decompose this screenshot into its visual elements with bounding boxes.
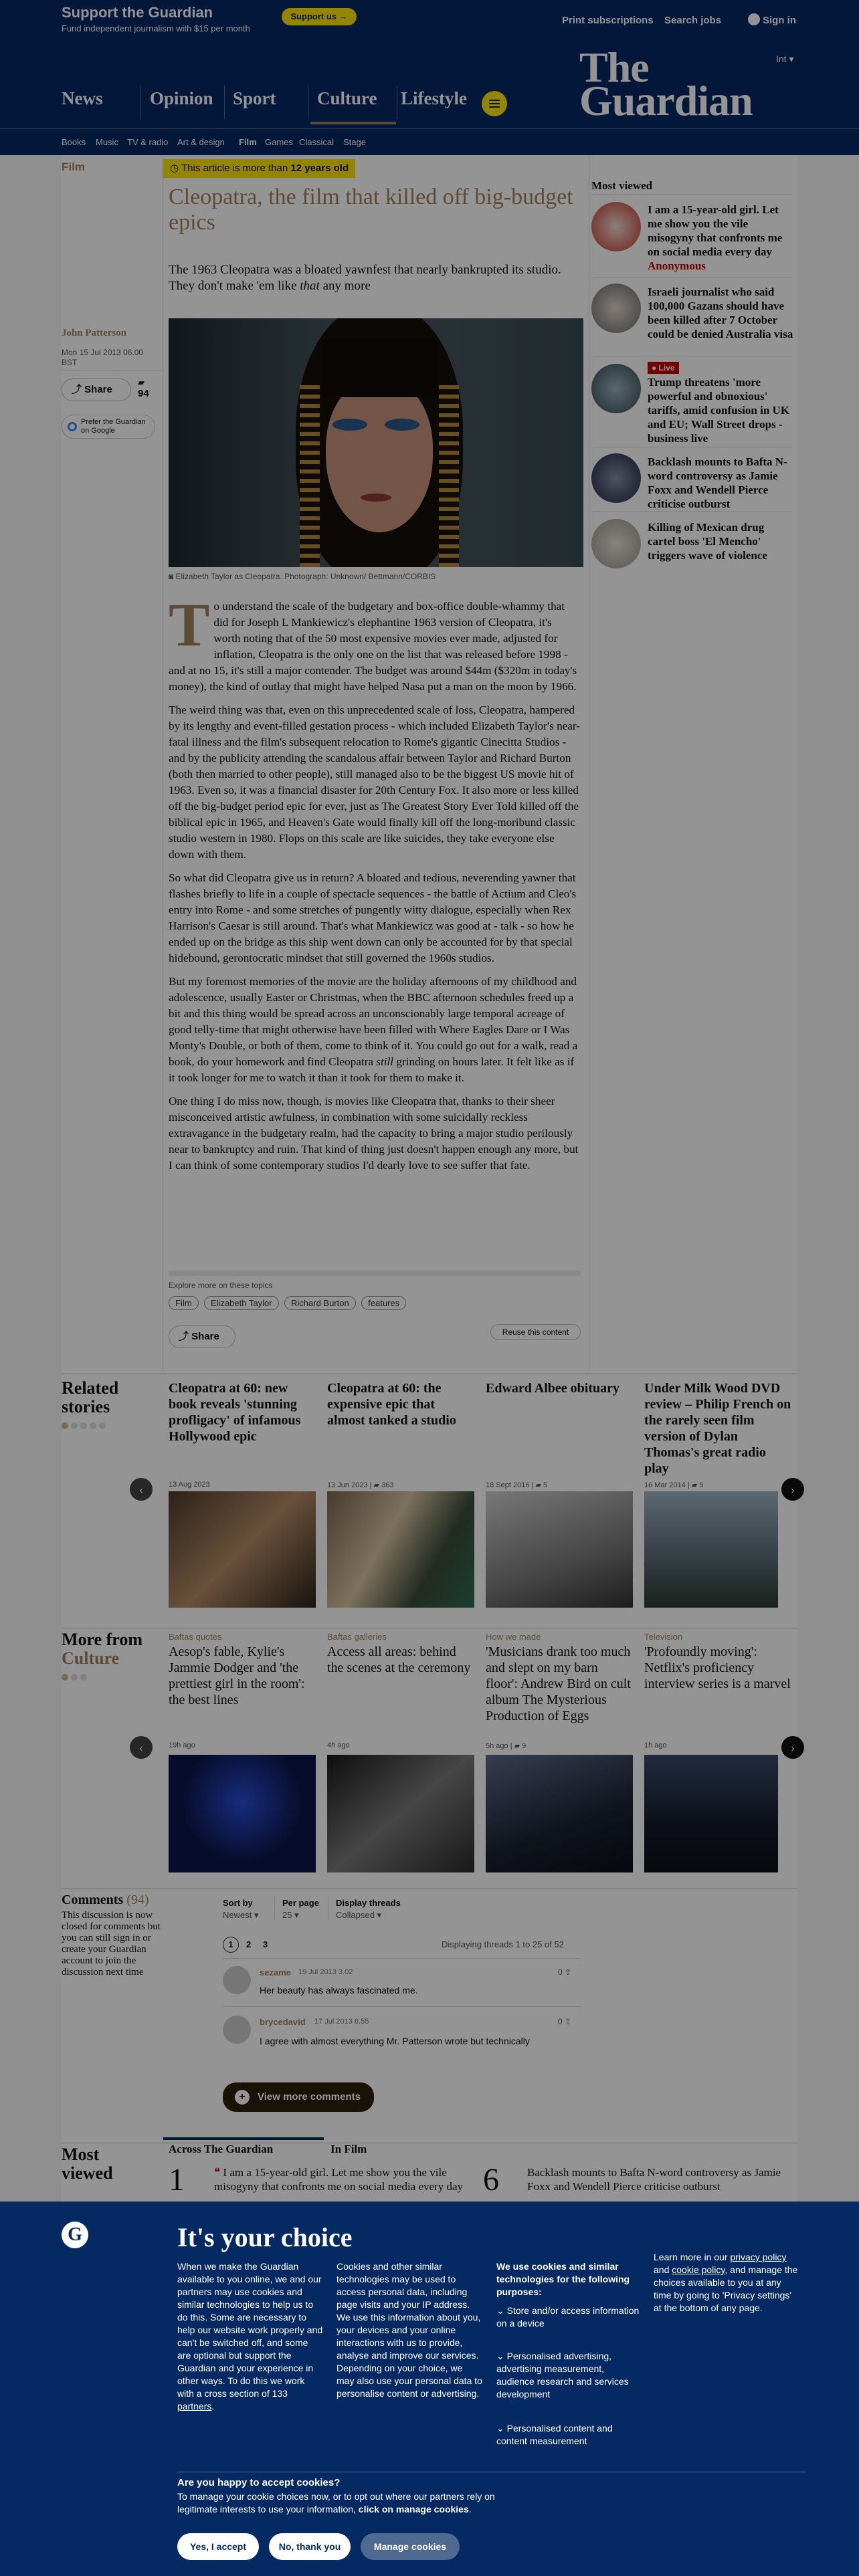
paragraph-5: One thing I do miss now, though, is movies like Cleopatra that, thanks to their sheer misconceived artistic awfulness, in combination with some suicidally reckless extravagance in the budgetary realm, had the capacity to bring a major studio perilously near to bankruptcy and ruin. That kind of thing just doesn't happen enough any more, but I can think of some contemporary studios I'd dearly love to see suffer that fate.: [169, 1095, 579, 1172]
culture-prev-icon[interactable]: ‹: [130, 1736, 153, 1759]
cookie-manage-text: To manage your cookie choices now, or to opt out where our partners rely on legitimate interests to use your information, click on manage cookies.: [177, 2491, 495, 2514]
carousel-prev-icon[interactable]: ‹: [130, 1478, 153, 1501]
chevron-down-icon: ⌄: [496, 2423, 507, 2434]
author-byline[interactable]: John Patterson: [62, 328, 127, 338]
subnav-film[interactable]: Film: [239, 137, 257, 147]
chevron-down-icon: ⌄: [496, 2351, 507, 2361]
reject-cookies-button[interactable]: No, thank you: [269, 2533, 351, 2560]
recommend-arrow-icon: ⇧: [565, 2017, 572, 2026]
comment-1-date: 19 Jul 2013 3.02: [298, 1968, 353, 1976]
culture-card-4-kicker: Television: [644, 1632, 683, 1642]
pillar-lifestyle[interactable]: Lifestyle: [401, 88, 467, 108]
paragraph-2: The weird thing was that, even on this unprecedented scale of loss, Cleopatra, hampered by its lengthy and event-filled gestation process - which included Elizabeth Taylor's near-fatal illness and the film's subsequent relocation to Rome's gigantic Cinecitta Studios - and by the publicity attending the scandalous affair between Taylor and Richard Burton (both then married to other people), still managed also to be the biggest US movie hit of 1963. Even so, it was a financial disaster for 20th Century Fox. It also more or less killed off the big-budget period epic for ever, just as The Greatest Story Ever Told killed off the biblical epic in 1965, and Heaven's Gate would finally kill off the long-moribund classic studio western in 1980. Flops on this scale are like suicides, they take everyone else down with them.: [169, 704, 581, 861]
privacy-policy-link[interactable]: privacy policy: [730, 2252, 787, 2262]
cookie-column-1: When we make the Guardian available to you online, we and our partners may use cookies and similar technologies to help us to do this. Some are necessary to help our website work properly and can't be switched off, and some are optional but support the Guardian and your experience in other ways. To do this we work with a cross section of 133 partners.: [177, 2261, 323, 2411]
logo-the[interactable]: The: [579, 43, 649, 91]
drop-cap: T: [169, 591, 210, 659]
tag-richard-burton[interactable]: Richard Burton: [284, 1296, 356, 1310]
paragraph-3: So what did Cleopatra give us in return? A bloated and tedious, neverending yawner that flashes briefly to life in a couple of spectacle sequences - the battle of Actium and Cleo's entry into Rome - and some stretches of pungently witty dialogue, especially when Rex Harrison's Caesar is still around. That's what Mankiewicz was good at - talk - so how he ended up on the bridge as this ship went down can only be accounted for by that special hidebound, gerontocratic mindset that still governed the 1960s studios.: [169, 871, 577, 964]
tag-film[interactable]: Film: [169, 1296, 199, 1310]
subnav-stage[interactable]: Stage: [343, 137, 366, 147]
comment-count-badge[interactable]: ▰ 94: [138, 377, 149, 399]
support-heading: Support the Guardian: [62, 4, 213, 21]
chevron-down-icon: ⌄: [496, 2305, 507, 2316]
pillar-news[interactable]: News: [62, 88, 103, 108]
page-2[interactable]: 2: [246, 1939, 252, 1949]
subnav-art-design[interactable]: Art & design: [177, 137, 225, 147]
share-button-bottom[interactable]: ⤴ Share: [169, 1325, 235, 1348]
comment-icon: ▰: [514, 1742, 520, 1750]
comment-2-recommend[interactable]: 0 ⇧: [558, 2017, 572, 2026]
cookie-purpose-2[interactable]: ⌄ Personalised advertising, advertising measurement, audience research and services development: [496, 2351, 629, 2399]
most-viewed-bottom-num-1: 1: [169, 2162, 185, 2197]
search-jobs-link[interactable]: Search jobs: [664, 15, 722, 26]
view-more-comments-button[interactable]: + View more comments: [223, 2082, 374, 2112]
page-3[interactable]: 3: [263, 1939, 268, 1949]
cookie-title: It's your choice: [177, 2222, 353, 2252]
comment-2-date: 17 Jul 2013 8.55: [314, 2018, 369, 2026]
pillar-culture[interactable]: Culture: [317, 88, 377, 108]
threads-dropdown[interactable]: Collapsed ▾: [336, 1910, 381, 1920]
comment-icon: ▰: [691, 1481, 698, 1489]
related-card-2-meta: 13 Jun 2023 | ▰ 363: [327, 1481, 394, 1489]
related-card-2-headline[interactable]: Cleopatra at 60: the expensive epic that almost tanked a studio: [327, 1381, 456, 1428]
carousel-next-icon[interactable]: ›: [781, 1478, 804, 1501]
related-card-4-headline[interactable]: Under Milk Wood DVD review – Philip French on the rarely seen film version of Dylan Thomas's great radio play: [644, 1381, 791, 1476]
subnav-music[interactable]: Music: [96, 137, 118, 147]
live-dot-icon: ●: [652, 363, 659, 372]
prefer-guardian-google-button[interactable]: Prefer the Guardian on Google: [62, 415, 155, 439]
related-card-1-date: 13 Aug 2023: [169, 1481, 210, 1489]
culture-card-2-age: 4h ago: [327, 1741, 350, 1749]
share-button[interactable]: ⤴ Share: [62, 379, 131, 401]
culture-card-2-kicker: Baftas galleries: [327, 1632, 387, 1642]
accept-cookies-button[interactable]: Yes, I accept: [177, 2533, 259, 2560]
most-viewed-item-4[interactable]: Backlash mounts to Bafta N-word controversy as Jamie Foxx and Wendell Pierce criticise outburst: [648, 455, 787, 510]
plus-icon: +: [235, 2090, 250, 2105]
culture-card-2-headline[interactable]: Access all areas: behind the scenes at the ceremony: [327, 1644, 471, 1675]
most-viewed-bottom-title: Most viewed: [62, 2145, 113, 2183]
sort-label: Sort by: [223, 1898, 253, 1908]
comment-icon: ▰: [373, 1481, 380, 1489]
related-title: Related stories: [62, 1378, 119, 1416]
sort-dropdown[interactable]: Newest ▾: [223, 1910, 259, 1920]
tab-in-film[interactable]: In Film: [330, 2143, 367, 2155]
most-viewed-item-2[interactable]: Israeli journalist who said 100,000 Gazans should have been killed after 7 October could be denied Australia visa: [648, 286, 793, 340]
paragraph-1: To understand the scale of the budgetary and box-office double-whammy that did for Joseph L Mankiewicz's elephantine 1963 version of Cleopatra, it's worth noting that of the 50 most expensive movies ever made, adjusted for inflation, Cleopatra is the only one on the list that was released before 1998 - and at no 15, it's still a major contender. The budget was around $44m ($320m in today's money), the kind of outlay that might have helped Nasa put a man on the moon by 1966.: [169, 591, 577, 693]
most-viewed-item-5[interactable]: Killing of Mexican drug cartel boss 'El Mencho' triggers wave of violence: [648, 521, 767, 562]
standfirst: The 1963 Cleopatra was a bloated yawnfest that nearly bankrupted its studio. They don't make 'em like that any more: [169, 263, 561, 293]
logo-guardian[interactable]: Guardian: [579, 77, 753, 124]
comment-2-user[interactable]: brycedavid: [260, 2017, 306, 2027]
share-icon: ⤴: [179, 1331, 192, 1342]
tag-elizabeth-taylor[interactable]: Elizabeth Taylor: [204, 1296, 279, 1310]
comment-1-recommend[interactable]: 0 ⇧: [558, 1967, 572, 1977]
most-viewed-item-1[interactable]: I am a 15-year-old girl. Let me show you the vile misogyny that confronts me on social media every day Anonymous: [648, 203, 783, 272]
subnav-books[interactable]: Books: [62, 137, 86, 147]
culture-card-3-headline[interactable]: 'Musicians drank too much and slept on my barn floor': Andrew Bird on cult album The Mysterious Production of Eggs: [486, 1644, 631, 1723]
cookie-column-4: Learn more in our privacy policy and cookie policy, and manage the choices available to you at any time by going to 'Privacy settings' at the bottom of any page.: [654, 2252, 798, 2313]
related-card-1-headline[interactable]: Cleopatra at 60: new book reveals 'stunning profligacy' of infamous Hollywood epic: [169, 1381, 301, 1444]
more-culture-title: More from Culture: [62, 1630, 143, 1668]
most-viewed-bottom-num-6: 6: [483, 2162, 499, 2197]
paragraph-4: But my foremost memories of the movie are the holiday afternoons of my childhood and adolescence, usually Easter or Christmas, when the BBC afternoon schedules freed up a bit and this thing would be spread across an unconscionably large temporal acreage of good telly-time that might otherwise have been filled with Where Eagles Dare or I Was Monty's Double, or both of them, come to think of it. You could go out for a walk, read a book, do your homework and find Cleopatra still grinding on hours later. It felt like as if it took longer for me to watch it than it took for them to make it.: [169, 975, 578, 1084]
subnav-games[interactable]: Games: [265, 137, 293, 147]
most-viewed-item-3[interactable]: Trump threatens 'more powerful and obnoxious' tariffs, amid confusion in UK and EU; Wall Street drops - business live: [648, 376, 790, 445]
print-subscriptions-link[interactable]: Print subscriptions: [562, 15, 654, 26]
reuse-content-button[interactable]: Reuse this content: [490, 1324, 581, 1340]
culture-card-1-age: 19h ago: [169, 1741, 195, 1749]
page-1[interactable]: 1: [223, 1937, 239, 1953]
cookie-consent-banner: [0, 2202, 859, 2576]
comments-closed-note: This discussion is now closed for comments but you can still sign in or create your Guardian account to join the discussion next time: [62, 1910, 161, 1977]
related-card-4-meta: 16 Mar 2014 | ▰ 5: [644, 1481, 704, 1489]
subnav-tv-radio[interactable]: TV & radio: [127, 137, 169, 147]
most-viewed-bottom-item-1[interactable]: ❝ I am a 15-year-old girl. Let me show you the vile misogyny that confronts me on social media every day: [214, 2166, 464, 2193]
per-page-label: Per page: [282, 1898, 319, 1908]
comments-title: Comments (94): [62, 1893, 149, 1907]
culture-card-4-age: 1h ago: [644, 1741, 667, 1749]
share-icon: ⤴: [72, 384, 85, 395]
comment-1-user[interactable]: sezame: [260, 1967, 291, 1977]
tab-across-guardian[interactable]: Across The Guardian: [169, 2143, 274, 2155]
related-card-3-headline[interactable]: Edward Albee obituary: [486, 1381, 620, 1396]
article-headline: Cleopatra, the film that killed off big-budget epics: [169, 185, 573, 235]
culture-next-icon[interactable]: ›: [781, 1736, 804, 1759]
most-viewed-title: Most viewed: [591, 179, 653, 192]
comment-icon: ▰: [535, 1481, 541, 1489]
image-caption: ◙ Elizabeth Taylor as Cleopatra. Photograph: Unknown/ Bettmann/CORBIS: [169, 572, 436, 581]
edition-selector[interactable]: Int ▾: [776, 53, 794, 64]
most-viewed-bottom-item-6[interactable]: Backlash mounts to Bafta N-word controversy as Jamie Foxx and Wendell Pierce criticise outburst: [527, 2166, 781, 2193]
culture-card-3-kicker: How we made: [486, 1632, 541, 1642]
comment-icon: ▰: [138, 377, 145, 387]
support-subheading: Fund independent journalism with $15 per month: [62, 23, 250, 33]
cookie-purpose-1[interactable]: ⌄ Store and/or access information on a device: [496, 2305, 640, 2329]
support-us-button[interactable]: Support us →: [282, 8, 357, 25]
cookie-purposes-title: We use cookies and similar technologies for the following purposes:: [496, 2261, 630, 2297]
pillar-opinion[interactable]: Opinion: [150, 88, 213, 108]
cookie-column-2: Cookies and other similar technologies may be used to access personal data, including page visits and your IP address. We use this information about you, your devices and your online interactions with us to provide, analyse and improve our services. Depending on your choice, we may also use your personal data to personalise content or advertising.: [337, 2261, 482, 2399]
guardian-roundel-icon: G: [62, 2222, 88, 2248]
cookie-question: Are you happy to accept cookies?: [177, 2477, 341, 2488]
cookie-policy-link[interactable]: cookie policy: [672, 2264, 725, 2275]
comment-2-text: I agree with almost everything Mr. Patterson wrote but technically: [260, 2036, 530, 2046]
tag-features[interactable]: features: [361, 1296, 406, 1310]
pillar-sport[interactable]: Sport: [233, 88, 276, 108]
subnav-classical[interactable]: Classical: [299, 137, 335, 147]
age-warning: ◷ This article is more than 12 years old: [163, 159, 355, 178]
manage-cookies-button[interactable]: Manage cookies: [361, 2533, 460, 2560]
recommend-arrow-icon: ⇧: [565, 1967, 572, 1977]
publish-timezone: BST: [62, 358, 78, 367]
culture-card-1-kicker: Baftas quotes: [169, 1632, 222, 1642]
live-badge: ● Live: [648, 362, 679, 374]
comment-1-text: Her beauty has always fascinated me.: [260, 1985, 418, 1996]
section-label[interactable]: Film: [62, 160, 85, 173]
partners-link[interactable]: partners: [177, 2401, 212, 2411]
sign-in-link[interactable]: Sign in: [763, 15, 796, 26]
clock-icon: ◷: [170, 163, 181, 174]
camera-icon: ◙: [169, 572, 176, 581]
culture-card-1-headline[interactable]: Aesop's fable, Kylie's Jammie Dodger and 'the prettiest girl in the room': the best lines: [169, 1644, 305, 1707]
publish-date: Mon 15 Jul 2013 06.00: [62, 348, 144, 357]
explore-topics-label: Explore more on these topics: [169, 1281, 273, 1290]
cookie-purpose-3[interactable]: ⌄ Personalised content and content measurement: [496, 2423, 613, 2446]
culture-card-4-headline[interactable]: 'Profoundly moving': Netflix's proficiency interview series is a marvel: [644, 1644, 791, 1691]
culture-card-3-meta: 5h ago | ▰ 9: [486, 1742, 527, 1750]
threads-label: Display threads: [336, 1898, 401, 1908]
per-page-dropdown[interactable]: 25 ▾: [282, 1910, 299, 1920]
related-card-3-meta: 18 Sept 2016 | ▰ 5: [486, 1481, 548, 1489]
displaying-threads: Displaying threads 1 to 25 of 52: [442, 1939, 564, 1949]
